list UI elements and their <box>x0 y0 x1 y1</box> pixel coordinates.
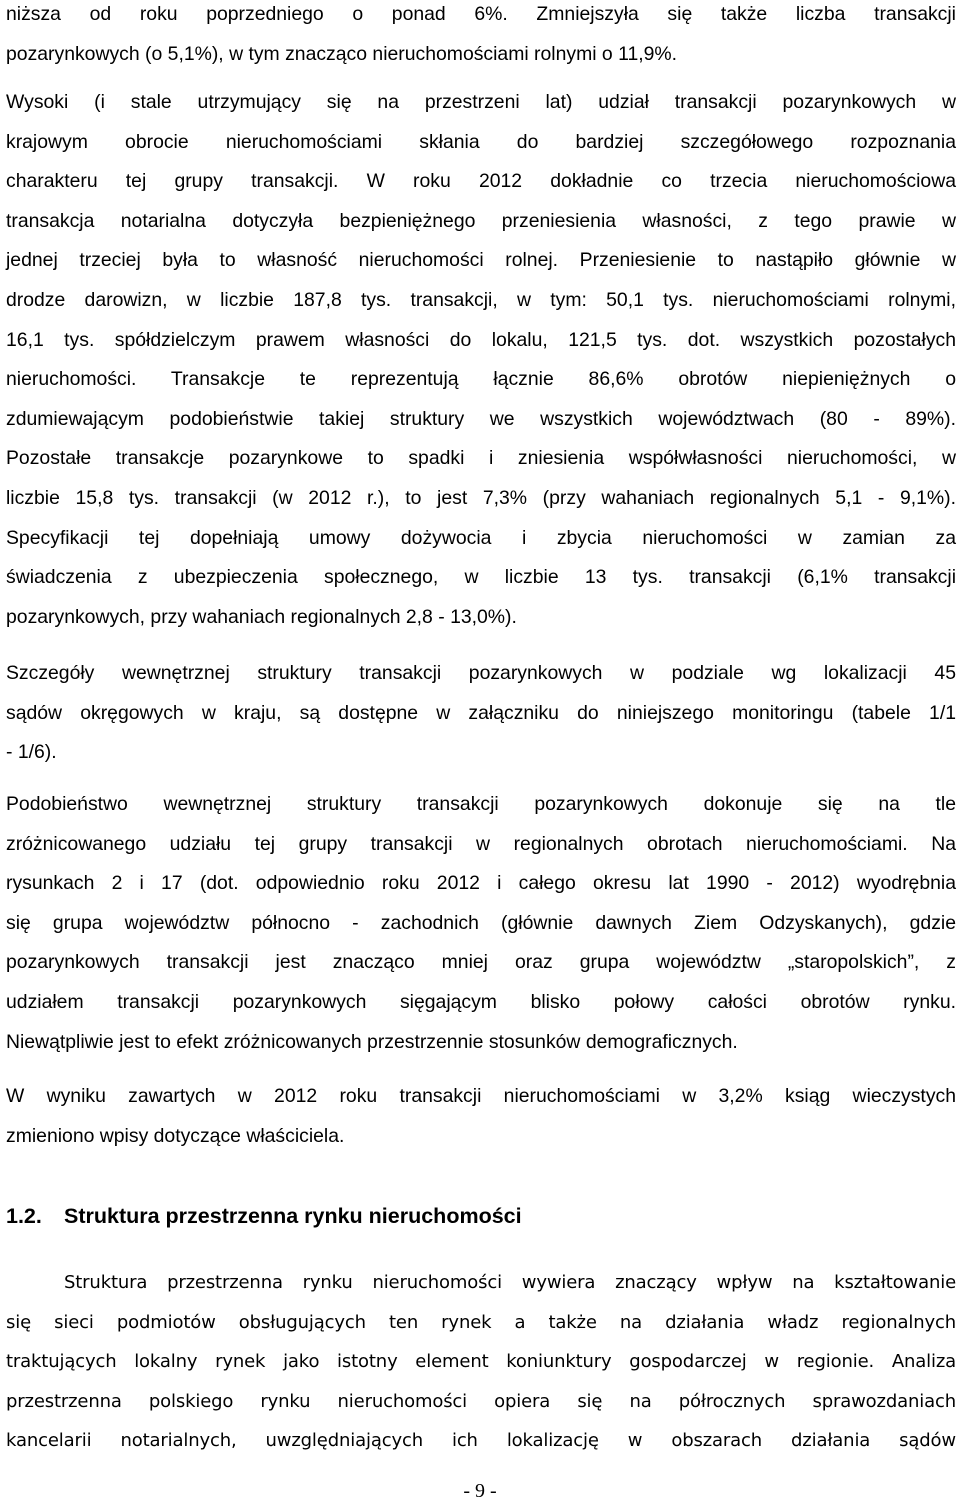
text-line: Szczegóły wewnętrznej struktury transakcji pozarynkowych w podziale wg lokalizacji 45 <box>6 662 956 684</box>
text-line: zdumiewającym podobieństwie takiej struktury we wszystkich województwach (80 - 89%). <box>6 407 956 430</box>
text-line: pozarynkowych, przy wahaniach regionalnych 2,8 - 13,0%). <box>6 605 517 628</box>
text-line: się sieci podmiotów obsługujących ten rynek a także na działania władz regionalnych <box>6 1311 956 1333</box>
text-line: pozarynkowych transakcji jest znacząco mniej oraz grupa województw „staropolskich”, z <box>6 951 956 974</box>
text-line: Podobieństwo wewnętrznej struktury transakcji pozarynkowych dokonuje się na tle <box>6 793 956 815</box>
text-line: W wyniku zawartych w 2012 roku transakcji nieruchomościami w 3,2% ksiąg wieczystych <box>6 1085 956 1107</box>
text-line: świadczenia z ubezpieczenia społecznego, w liczbie 13 tys. transakcji (6,1% transakcji <box>6 566 956 589</box>
text-line: Niewątpliwie jest to efekt zróżnicowanych przestrzennie stosunków demograficznych. <box>6 1030 738 1053</box>
text-line: krajowym obrocie nieruchomościami skłania do bardziej szczegółowego rozpoznania <box>6 130 956 153</box>
paragraph-4 <box>6 785 956 1062</box>
text-line: się grupa województw północno - zachodnich (głównie dawnych Ziem Odzyskanych), gdzie <box>6 911 956 934</box>
paragraph-2 <box>6 83 956 637</box>
text-line: przestrzenna polskiego rynku nieruchomości opiera się na półrocznych sprawozdaniach <box>6 1390 956 1412</box>
section-paragraph <box>6 1263 956 1461</box>
text-line: kancelarii notarialnych, uwzględniających ich lokalizację w obszarach działania sądów <box>6 1430 956 1452</box>
text-line: Wysoki (i stale utrzymujący się na przestrzeni lat) udział transakcji pozarynkowych w <box>6 91 956 113</box>
page-number: - 9 - <box>463 1480 497 1502</box>
text-line: Specyfikacji tej dopełniają umowy dożywocia i zbycia nieruchomości w zamian za <box>6 526 956 549</box>
text-line: 16,1 tys. spółdzielczym prawem własności do lokalu, 121,5 tys. dot. wszystkich pozostałych <box>6 328 956 351</box>
section-title: Struktura przestrzenna rynku nieruchomości <box>64 1204 522 1228</box>
text-line: charakteru tej grupy transakcji. W roku 2012 dokładnie co trzecia nieruchomościowa <box>6 170 956 193</box>
text-line: Struktura przestrzenna rynku nieruchomości wywiera znaczący wpływ na kształtowanie <box>64 1272 956 1293</box>
text-line: pozarynkowych (o 5,1%), w tym znacząco nieruchomościami rolnymi o 11,9%. <box>6 42 678 65</box>
section-number: 1.2. <box>6 1204 42 1228</box>
text-line: liczbie 15,8 tys. transakcji (w 2012 r.), to jest 7,3% (przy wahaniach regionalnych 5,1 - 9,1%). <box>6 486 956 509</box>
text-line: udziałem transakcji pozarynkowych sięgającym blisko połowy całości obrotów rynku. <box>6 990 956 1013</box>
paragraph-1 <box>6 0 956 74</box>
text-line: drodze darowizn, w liczbie 187,8 tys. transakcji, w tym: 50,1 tys. nieruchomościami rolnymi, <box>6 288 956 311</box>
section-heading <box>6 1196 522 1236</box>
text-line: jednej trzeciej była to własność nieruchomości rolnej. Przeniesienie to nastąpiło głównie w <box>6 249 956 272</box>
text-line: - 1/6). <box>6 741 57 764</box>
text-line: zróżnicowanego udziału tej grupy transakcji w regionalnych obrotach nieruchomościami. Na <box>6 832 956 855</box>
text-line: Pozostałe transakcje pozarynkowe to spadki i zniesienia współwłasności nieruchomości, w <box>6 447 956 470</box>
text-line: zmieniono wpisy dotyczące właściciela. <box>6 1124 345 1147</box>
text-line: nieruchomości. Transakcje te reprezentują łącznie 86,6% obrotów niepieniężnych o <box>6 368 956 391</box>
text-line: rysunkach 2 i 17 (dot. odpowiednio roku 2012 i całego okresu lat 1990 - 2012) wyodrębnia <box>6 872 956 895</box>
text-line: transakcja notarialna dotyczyła bezpieniężnego przeniesienia własności, z tego prawie w <box>6 209 956 232</box>
paragraph-5 <box>6 1077 956 1156</box>
paragraph-3 <box>6 654 956 773</box>
text-line: traktujących lokalny rynek jako istotny element koniunktury gospodarczej w regionie. Analiza <box>6 1351 956 1373</box>
text-line: sądów okręgowych w kraju, są dostępne w załączniku do niniejszego monitoringu (tabele 1/1 <box>6 701 956 724</box>
text-line: niższa od roku poprzedniego o ponad 6%. Zmniejszyła się także liczba transakcji <box>6 3 956 25</box>
